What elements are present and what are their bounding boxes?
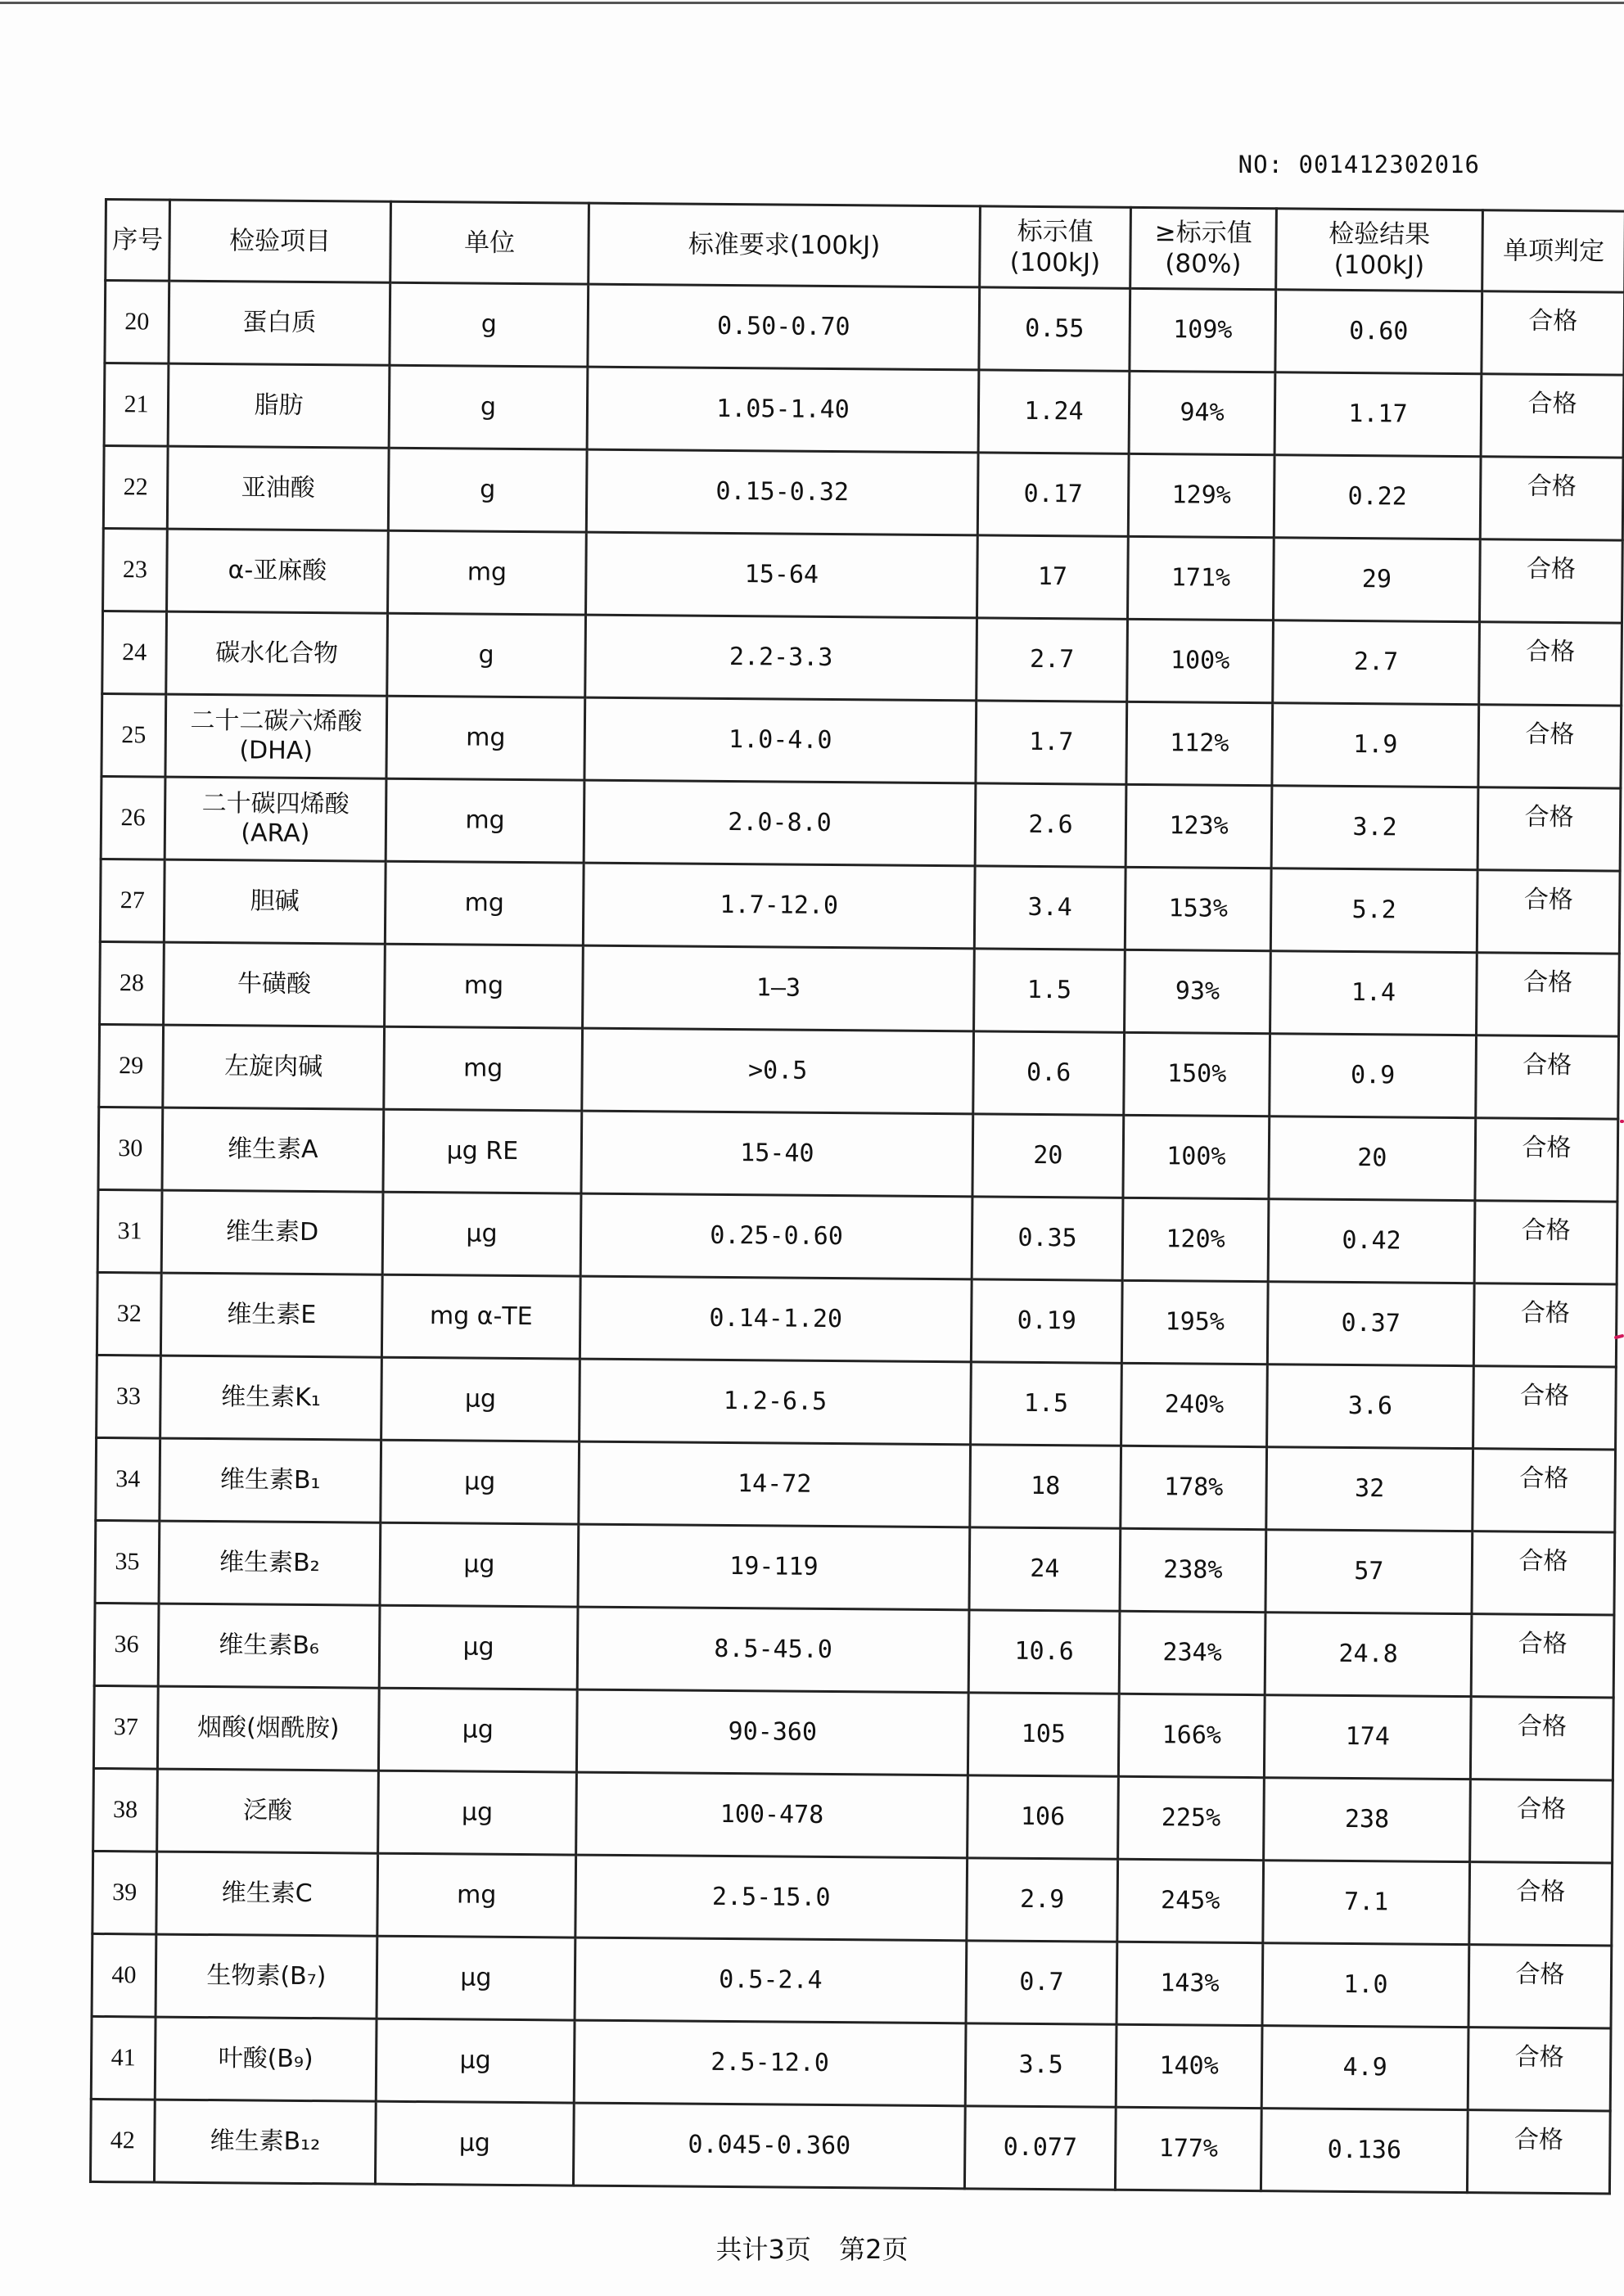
cell-result: 0.136 — [1261, 2109, 1468, 2193]
cell-result: 1.0 — [1262, 1943, 1469, 2028]
cell-unit: μg — [381, 1357, 580, 1441]
cell-pct: 178% — [1121, 1446, 1267, 1529]
cell-unit: mg — [385, 861, 584, 945]
table-row — [97, 1189, 1617, 1284]
cell-judge — [1482, 291, 1624, 375]
cell-standard: 0.14-1.20 — [580, 1276, 972, 1362]
cell-unit: μg — [381, 1440, 580, 1524]
cell-unit: μg RE — [383, 1109, 582, 1193]
cell-label-value: 1.5 — [974, 949, 1126, 1032]
judge-label: 合格 — [1528, 306, 1578, 336]
table-row — [100, 941, 1620, 1036]
cell-idx: 22 — [103, 446, 168, 530]
cell-idx: 31 — [97, 1189, 162, 1273]
cell-item: 维生素B₁₂ — [154, 2100, 376, 2184]
cell-unit: mg — [386, 696, 585, 780]
cell-label-value: 20 — [972, 1114, 1124, 1198]
table-row — [93, 1685, 1613, 1780]
cell-idx: 34 — [96, 1437, 160, 1521]
cell-item: 维生素B₁ — [160, 1438, 381, 1522]
cell-item: 二十二碳六烯酸 (DHA) — [165, 694, 387, 778]
cell-result: 32 — [1266, 1447, 1473, 1531]
judge-label: 合格 — [1522, 968, 1573, 998]
table-row — [96, 1437, 1616, 1532]
page-footer: 共计3页 第2页 — [715, 2234, 909, 2265]
cell-unit: g — [389, 365, 588, 449]
cell-pct: 177% — [1115, 2107, 1261, 2190]
cell-item: 维生素C — [156, 1852, 378, 1936]
cell-idx: 33 — [97, 1355, 161, 1438]
cell-unit: μg — [378, 1770, 577, 1855]
cell-unit: μg — [378, 1688, 577, 1772]
judge-label: 合格 — [1527, 389, 1577, 419]
cell-judge — [1480, 457, 1623, 540]
cell-judge — [1478, 705, 1622, 788]
cell-item: 牛磺酸 — [164, 942, 386, 1026]
cell-idx: 40 — [92, 1933, 156, 2017]
col-header-pct: ≥标示值 (80%) — [1130, 207, 1277, 289]
table-row — [94, 1603, 1614, 1698]
cell-unit: μg — [379, 1605, 578, 1689]
judge-label: 合格 — [1515, 1960, 1565, 1990]
col-header-unit: 单位 — [390, 201, 589, 284]
cell-label-value: 0.55 — [979, 287, 1130, 371]
judge-label: 合格 — [1519, 1464, 1569, 1494]
cell-judge — [1471, 1614, 1614, 1698]
table-header-row — [106, 200, 1624, 293]
cell-item: 碳水化合物 — [166, 611, 388, 696]
cell-pct: 150% — [1124, 1032, 1270, 1116]
cell-unit: μg — [382, 1192, 581, 1276]
cell-standard: 1.2-6.5 — [580, 1359, 972, 1445]
cell-judge — [1469, 1862, 1613, 1946]
cell-pct: 120% — [1122, 1198, 1269, 1281]
judge-label: 合格 — [1521, 1216, 1571, 1246]
cell-item: 叶酸(B₉) — [155, 2017, 377, 2101]
cell-standard: 19-119 — [578, 1524, 970, 1610]
cell-result: 0.37 — [1267, 1282, 1474, 1366]
cell-pct: 234% — [1119, 1611, 1265, 1694]
cell-pct: 240% — [1121, 1363, 1268, 1446]
cell-result: 57 — [1265, 1530, 1473, 1614]
cell-label-value: 2.6 — [975, 783, 1126, 867]
cell-result: 3.2 — [1271, 786, 1478, 870]
cell-unit: μg — [375, 2101, 574, 2185]
cell-pct: 123% — [1126, 784, 1272, 868]
cell-standard: 0.5-2.4 — [575, 1937, 967, 2023]
cell-label-value: 3.5 — [965, 2023, 1116, 2107]
table-row — [90, 2099, 1610, 2194]
col-header-label-value: 标示值 (100kJ) — [980, 206, 1131, 288]
cell-idx: 35 — [95, 1520, 160, 1604]
table-row — [105, 281, 1624, 376]
cell-pct: 109% — [1130, 288, 1276, 372]
cell-result: 174 — [1264, 1695, 1471, 1780]
cell-label-value: 18 — [970, 1445, 1121, 1528]
cell-label-value: 1.7 — [976, 701, 1127, 784]
cell-item: 泛酸 — [157, 1769, 379, 1853]
table-row — [102, 611, 1622, 706]
cell-judge — [1470, 1780, 1613, 1863]
judge-label: 合格 — [1513, 2125, 1564, 2155]
cell-judge — [1479, 539, 1622, 623]
cell-pct: 195% — [1121, 1280, 1268, 1364]
judge-label: 合格 — [1523, 885, 1573, 915]
table-row — [102, 693, 1622, 788]
cell-standard: 1.7-12.0 — [583, 863, 975, 949]
cell-standard: 1—3 — [583, 945, 975, 1031]
cell-idx: 27 — [100, 859, 165, 942]
cell-standard: 8.5-45.0 — [577, 1607, 969, 1693]
cell-result: 5.2 — [1270, 868, 1477, 953]
cell-item: 维生素K₁ — [160, 1355, 382, 1440]
cell-unit: μg — [376, 2019, 575, 2103]
col-header-judge: 单项判定 — [1482, 210, 1624, 292]
cell-standard: 0.25-0.60 — [580, 1193, 972, 1279]
judge-label: 合格 — [1526, 637, 1576, 667]
table-row — [101, 776, 1621, 871]
cell-idx: 20 — [105, 281, 169, 364]
col-header-result: 检验结果 (100kJ) — [1276, 209, 1483, 291]
cell-pct: 93% — [1125, 950, 1271, 1033]
cell-pct: 143% — [1116, 1942, 1263, 2025]
judge-label: 合格 — [1519, 1381, 1570, 1411]
cell-standard: 90-360 — [576, 1689, 968, 1775]
cell-unit: mg — [386, 778, 584, 863]
cell-result: 1.17 — [1274, 372, 1482, 457]
judge-label: 合格 — [1526, 554, 1577, 584]
table-row — [91, 2016, 1611, 2111]
report-number: NO: 001412302016 — [1238, 151, 1480, 178]
judge-label: 合格 — [1516, 1877, 1566, 1907]
cell-label-value: 0.077 — [964, 2106, 1116, 2190]
cell-idx: 32 — [97, 1272, 161, 1355]
cell-idx: 42 — [90, 2099, 155, 2182]
cell-standard: 15-64 — [586, 532, 978, 618]
cell-item: 维生素B₆ — [158, 1604, 380, 1688]
table-row — [95, 1520, 1615, 1615]
cell-item: 生物素(B₇) — [156, 1934, 377, 2019]
cell-result: 4.9 — [1261, 2026, 1468, 2110]
judge-label: 合格 — [1516, 1794, 1567, 1825]
cell-idx: 37 — [93, 1685, 158, 1769]
cell-pct: 238% — [1120, 1528, 1266, 1612]
cell-standard: 1.05-1.40 — [587, 367, 979, 453]
cell-result: 1.4 — [1270, 951, 1477, 1035]
cell-unit: μg — [380, 1522, 579, 1607]
cell-judge — [1477, 953, 1620, 1036]
cell-idx: 21 — [104, 363, 169, 447]
cell-unit: mg — [384, 1026, 583, 1111]
cell-result: 0.9 — [1270, 1034, 1477, 1118]
cell-unit: mg — [388, 530, 587, 615]
cell-pct: 140% — [1116, 2024, 1262, 2108]
cell-item: 维生素B₂ — [159, 1521, 381, 1605]
cell-item: 维生素D — [161, 1190, 383, 1274]
cell-standard: >0.5 — [582, 1028, 974, 1114]
cell-standard: 15-40 — [581, 1111, 973, 1197]
cell-item: 左旋肉碱 — [163, 1025, 385, 1109]
cell-idx: 24 — [102, 611, 167, 694]
cell-label-value: 106 — [968, 1775, 1119, 1859]
cell-label-value: 0.7 — [966, 1941, 1117, 2024]
cell-standard: 100-478 — [576, 1772, 968, 1858]
cell-unit: g — [387, 613, 586, 697]
cell-standard: 1.0-4.0 — [584, 697, 977, 783]
cell-idx: 39 — [92, 1851, 157, 1934]
cell-standard: 0.50-0.70 — [588, 284, 980, 370]
table-row — [97, 1272, 1617, 1367]
cell-item: 蛋白质 — [169, 281, 390, 365]
judge-label: 合格 — [1524, 802, 1574, 832]
table-row — [103, 528, 1623, 623]
cell-pct: 171% — [1127, 536, 1274, 620]
cell-pct: 129% — [1128, 453, 1274, 537]
cell-unit: mg — [377, 1853, 576, 1937]
cell-standard: 0.15-0.32 — [586, 449, 978, 535]
cell-label-value: 0.35 — [972, 1197, 1123, 1280]
judge-label: 合格 — [1514, 2042, 1564, 2073]
cell-judge — [1468, 1945, 1612, 2028]
cell-result: 0.42 — [1268, 1199, 1475, 1283]
cell-result: 0.22 — [1274, 455, 1481, 539]
cell-result: 29 — [1273, 538, 1480, 622]
cell-idx: 38 — [93, 1768, 158, 1852]
cell-judge — [1473, 1449, 1616, 1532]
table-row — [100, 859, 1620, 954]
judge-label: 合格 — [1517, 1712, 1568, 1742]
cell-result: 0.60 — [1275, 290, 1482, 374]
cell-unit: g — [390, 282, 589, 367]
cell-pct: 100% — [1123, 1115, 1270, 1198]
pen-mark — [1620, 1120, 1624, 1123]
table-row — [97, 1355, 1617, 1450]
cell-idx: 30 — [98, 1107, 163, 1190]
cell-label-value: 105 — [968, 1693, 1119, 1776]
cell-judge — [1467, 2110, 1610, 2194]
cell-label-value: 2.7 — [977, 618, 1128, 701]
cell-judge — [1477, 870, 1620, 954]
cell-item: 维生素E — [160, 1273, 382, 1357]
col-header-standard: 标准要求(100kJ) — [589, 203, 981, 287]
cell-judge — [1481, 374, 1624, 458]
cell-item: 胆碱 — [164, 859, 386, 944]
cell-judge — [1477, 787, 1621, 871]
cell-pct: 245% — [1117, 1859, 1264, 1942]
cell-result: 20 — [1269, 1116, 1476, 1201]
cell-label-value: 1.24 — [978, 370, 1130, 453]
cell-unit: mg α-TE — [381, 1274, 580, 1359]
cell-judge — [1468, 2028, 1611, 2111]
cell-result: 7.1 — [1263, 1861, 1470, 1945]
cell-result: 3.6 — [1267, 1365, 1474, 1449]
judge-label: 合格 — [1518, 1546, 1568, 1577]
cell-item: 亚油酸 — [167, 446, 389, 530]
cell-idx: 28 — [100, 941, 165, 1025]
cell-label-value: 10.6 — [968, 1610, 1120, 1694]
cell-judge — [1475, 1118, 1618, 1202]
cell-unit: mg — [385, 944, 584, 1028]
cell-label-value: 0.6 — [973, 1031, 1125, 1115]
cell-label-value: 17 — [977, 535, 1129, 619]
cell-idx: 26 — [101, 776, 165, 859]
cell-label-value: 2.9 — [967, 1858, 1118, 1942]
cell-judge — [1470, 1697, 1613, 1780]
col-header-item: 检验项目 — [169, 200, 391, 282]
cell-pct: 112% — [1126, 701, 1273, 785]
table-row — [93, 1768, 1613, 1863]
judge-label: 合格 — [1518, 1629, 1568, 1659]
cell-pct: 100% — [1127, 619, 1274, 702]
inspection-results-table — [89, 198, 1624, 2195]
table-row — [99, 1024, 1619, 1119]
table-row — [98, 1107, 1618, 1202]
cell-judge — [1474, 1201, 1617, 1284]
cell-item: α-亚麻酸 — [167, 529, 389, 613]
cell-pct: 166% — [1118, 1694, 1265, 1777]
cell-idx: 41 — [91, 2016, 156, 2100]
cell-label-value: 24 — [969, 1527, 1121, 1611]
cell-judge — [1472, 1531, 1615, 1615]
cell-standard: 0.045-0.360 — [573, 2103, 965, 2189]
table-row — [104, 363, 1624, 458]
cell-result: 238 — [1264, 1778, 1471, 1862]
table-row — [92, 1851, 1613, 1946]
cell-standard: 14-72 — [579, 1441, 971, 1527]
judge-label: 合格 — [1522, 1133, 1572, 1163]
cell-idx: 23 — [103, 528, 168, 611]
cell-label-value: 3.4 — [974, 866, 1126, 950]
judge-label: 合格 — [1525, 719, 1575, 750]
cell-judge — [1473, 1283, 1617, 1367]
cell-label-value: 0.19 — [971, 1279, 1122, 1363]
cell-result: 1.9 — [1272, 703, 1479, 787]
cell-label-value: 0.17 — [977, 453, 1129, 536]
cell-judge — [1476, 1035, 1619, 1119]
cell-item: 烟酸(烟酰胺) — [157, 1686, 379, 1770]
table-row — [103, 446, 1623, 541]
cell-idx: 29 — [99, 1024, 164, 1107]
cell-result: 2.7 — [1273, 620, 1480, 705]
cell-item: 二十碳四烯酸 (ARA) — [165, 777, 386, 861]
scan-edge-line — [0, 2, 1624, 4]
cell-judge — [1479, 622, 1622, 706]
cell-result: 24.8 — [1265, 1613, 1472, 1697]
cell-standard: 2.0-8.0 — [584, 780, 976, 866]
cell-standard: 2.5-15.0 — [575, 1855, 968, 1941]
cell-unit: μg — [377, 1936, 575, 2020]
cell-pct: 153% — [1125, 867, 1271, 950]
judge-label: 合格 — [1522, 1050, 1572, 1080]
judge-label: 合格 — [1520, 1298, 1570, 1328]
cell-pct: 94% — [1129, 371, 1275, 454]
table-row — [92, 1933, 1612, 2028]
cell-judge — [1473, 1366, 1617, 1450]
cell-pct: 225% — [1118, 1776, 1265, 1860]
cell-standard: 2.5-12.0 — [574, 2020, 966, 2106]
cell-idx: 25 — [102, 693, 166, 777]
col-header-idx: 序号 — [106, 200, 170, 282]
judge-label: 合格 — [1527, 471, 1577, 502]
cell-item: 脂肪 — [168, 363, 390, 448]
cell-label-value: 1.5 — [971, 1362, 1122, 1446]
cell-standard: 2.2-3.3 — [585, 615, 977, 701]
cell-item: 维生素A — [162, 1107, 384, 1192]
cell-idx: 36 — [94, 1603, 159, 1686]
cell-unit: g — [388, 448, 587, 532]
